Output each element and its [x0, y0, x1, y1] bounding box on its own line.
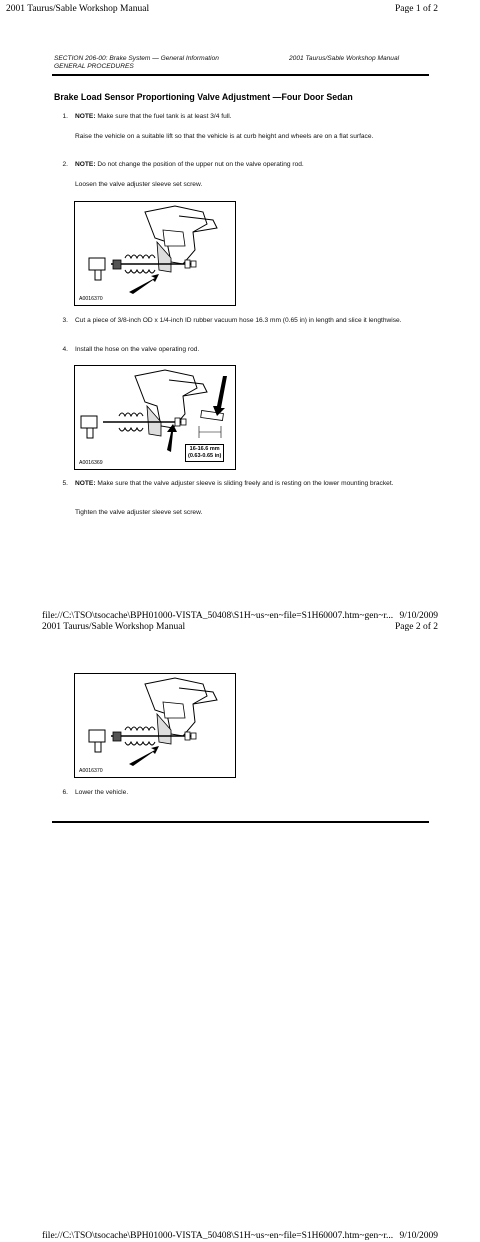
- figure-valve-adjuster: [74, 201, 236, 306]
- step-number: 4.: [62, 346, 68, 353]
- page2-page-label: Page 2 of 2: [394, 622, 438, 632]
- figure-id: A0016369: [79, 460, 103, 466]
- step-2-text: Loosen the valve adjuster sleeve set screw.: [75, 181, 203, 188]
- measurement-callout: 16-16.6 mm (0.63-0.65 in): [185, 444, 224, 462]
- page1-footer-date: 9/10/2009: [399, 611, 438, 621]
- step-text: Install the hose on the valve operating rod.: [75, 346, 200, 353]
- step-number: 3.: [62, 317, 68, 324]
- step-1-text: Raise the vehicle on a suitable lift so that the vehicle is at curb height and wheels are on a flat surface.: [75, 133, 374, 140]
- page2-manual-title: 2001 Taurus/Sable Workshop Manual: [42, 622, 186, 632]
- step-number: 5.: [62, 480, 68, 487]
- page2-footer-path: file://C:\TSO\tsocache\BPH01000-VISTA_50408\S1H~us~en~file=S1H60007.htm~gen~r...: [42, 1231, 394, 1241]
- manual-heading: 2001 Taurus/Sable Workshop Manual: [289, 55, 400, 62]
- page2-footer-date: 9/10/2009: [399, 1231, 438, 1241]
- valve-illustration: [75, 674, 235, 777]
- step-text: Cut a piece of 3/8-inch OD x 1/4-inch ID rubber vacuum hose 16.3 mm (0.65 in) in length and slice it lengthwise.: [75, 317, 402, 324]
- category-heading: GENERAL PROCEDURES: [54, 63, 134, 70]
- header-rule: [52, 74, 429, 76]
- step-number: 1.: [62, 113, 68, 120]
- page1-page-label: Page 1 of 2: [394, 4, 438, 14]
- figure-id: A0016370: [79, 296, 103, 302]
- page1-manual-title: 2001 Taurus/Sable Workshop Manual: [6, 4, 150, 14]
- step-note: NOTE: Do not change the position of the upper nut on the valve operating rod.: [75, 161, 304, 168]
- step-number: 6.: [62, 789, 68, 796]
- step-5-text: Tighten the valve adjuster sleeve set screw.: [75, 509, 203, 516]
- valve-illustration: [75, 202, 235, 305]
- step-number: 2.: [62, 161, 68, 168]
- end-rule: [52, 821, 429, 823]
- step-text: Lower the vehicle.: [75, 789, 129, 796]
- figure-valve-adjuster-repeat: [74, 673, 236, 778]
- figure-hose-install: [74, 365, 236, 470]
- page1-footer-path: file://C:\TSO\tsocache\BPH01000-VISTA_50408\S1H~us~en~file=S1H60007.htm~gen~r...: [42, 611, 394, 621]
- figure-id: A0016370: [79, 768, 103, 774]
- step-note: NOTE: Make sure that the valve adjuster sleeve is sliding freely and is resting on the lower mounting bracket.: [75, 480, 394, 487]
- step-note: NOTE: Make sure that the fuel tank is at least 3/4 full.: [75, 113, 232, 120]
- section-heading: SECTION 206-00: Brake System — General Information: [54, 55, 219, 62]
- procedure-title: Brake Load Sensor Proportioning Valve Adjustment —Four Door Sedan: [54, 92, 353, 102]
